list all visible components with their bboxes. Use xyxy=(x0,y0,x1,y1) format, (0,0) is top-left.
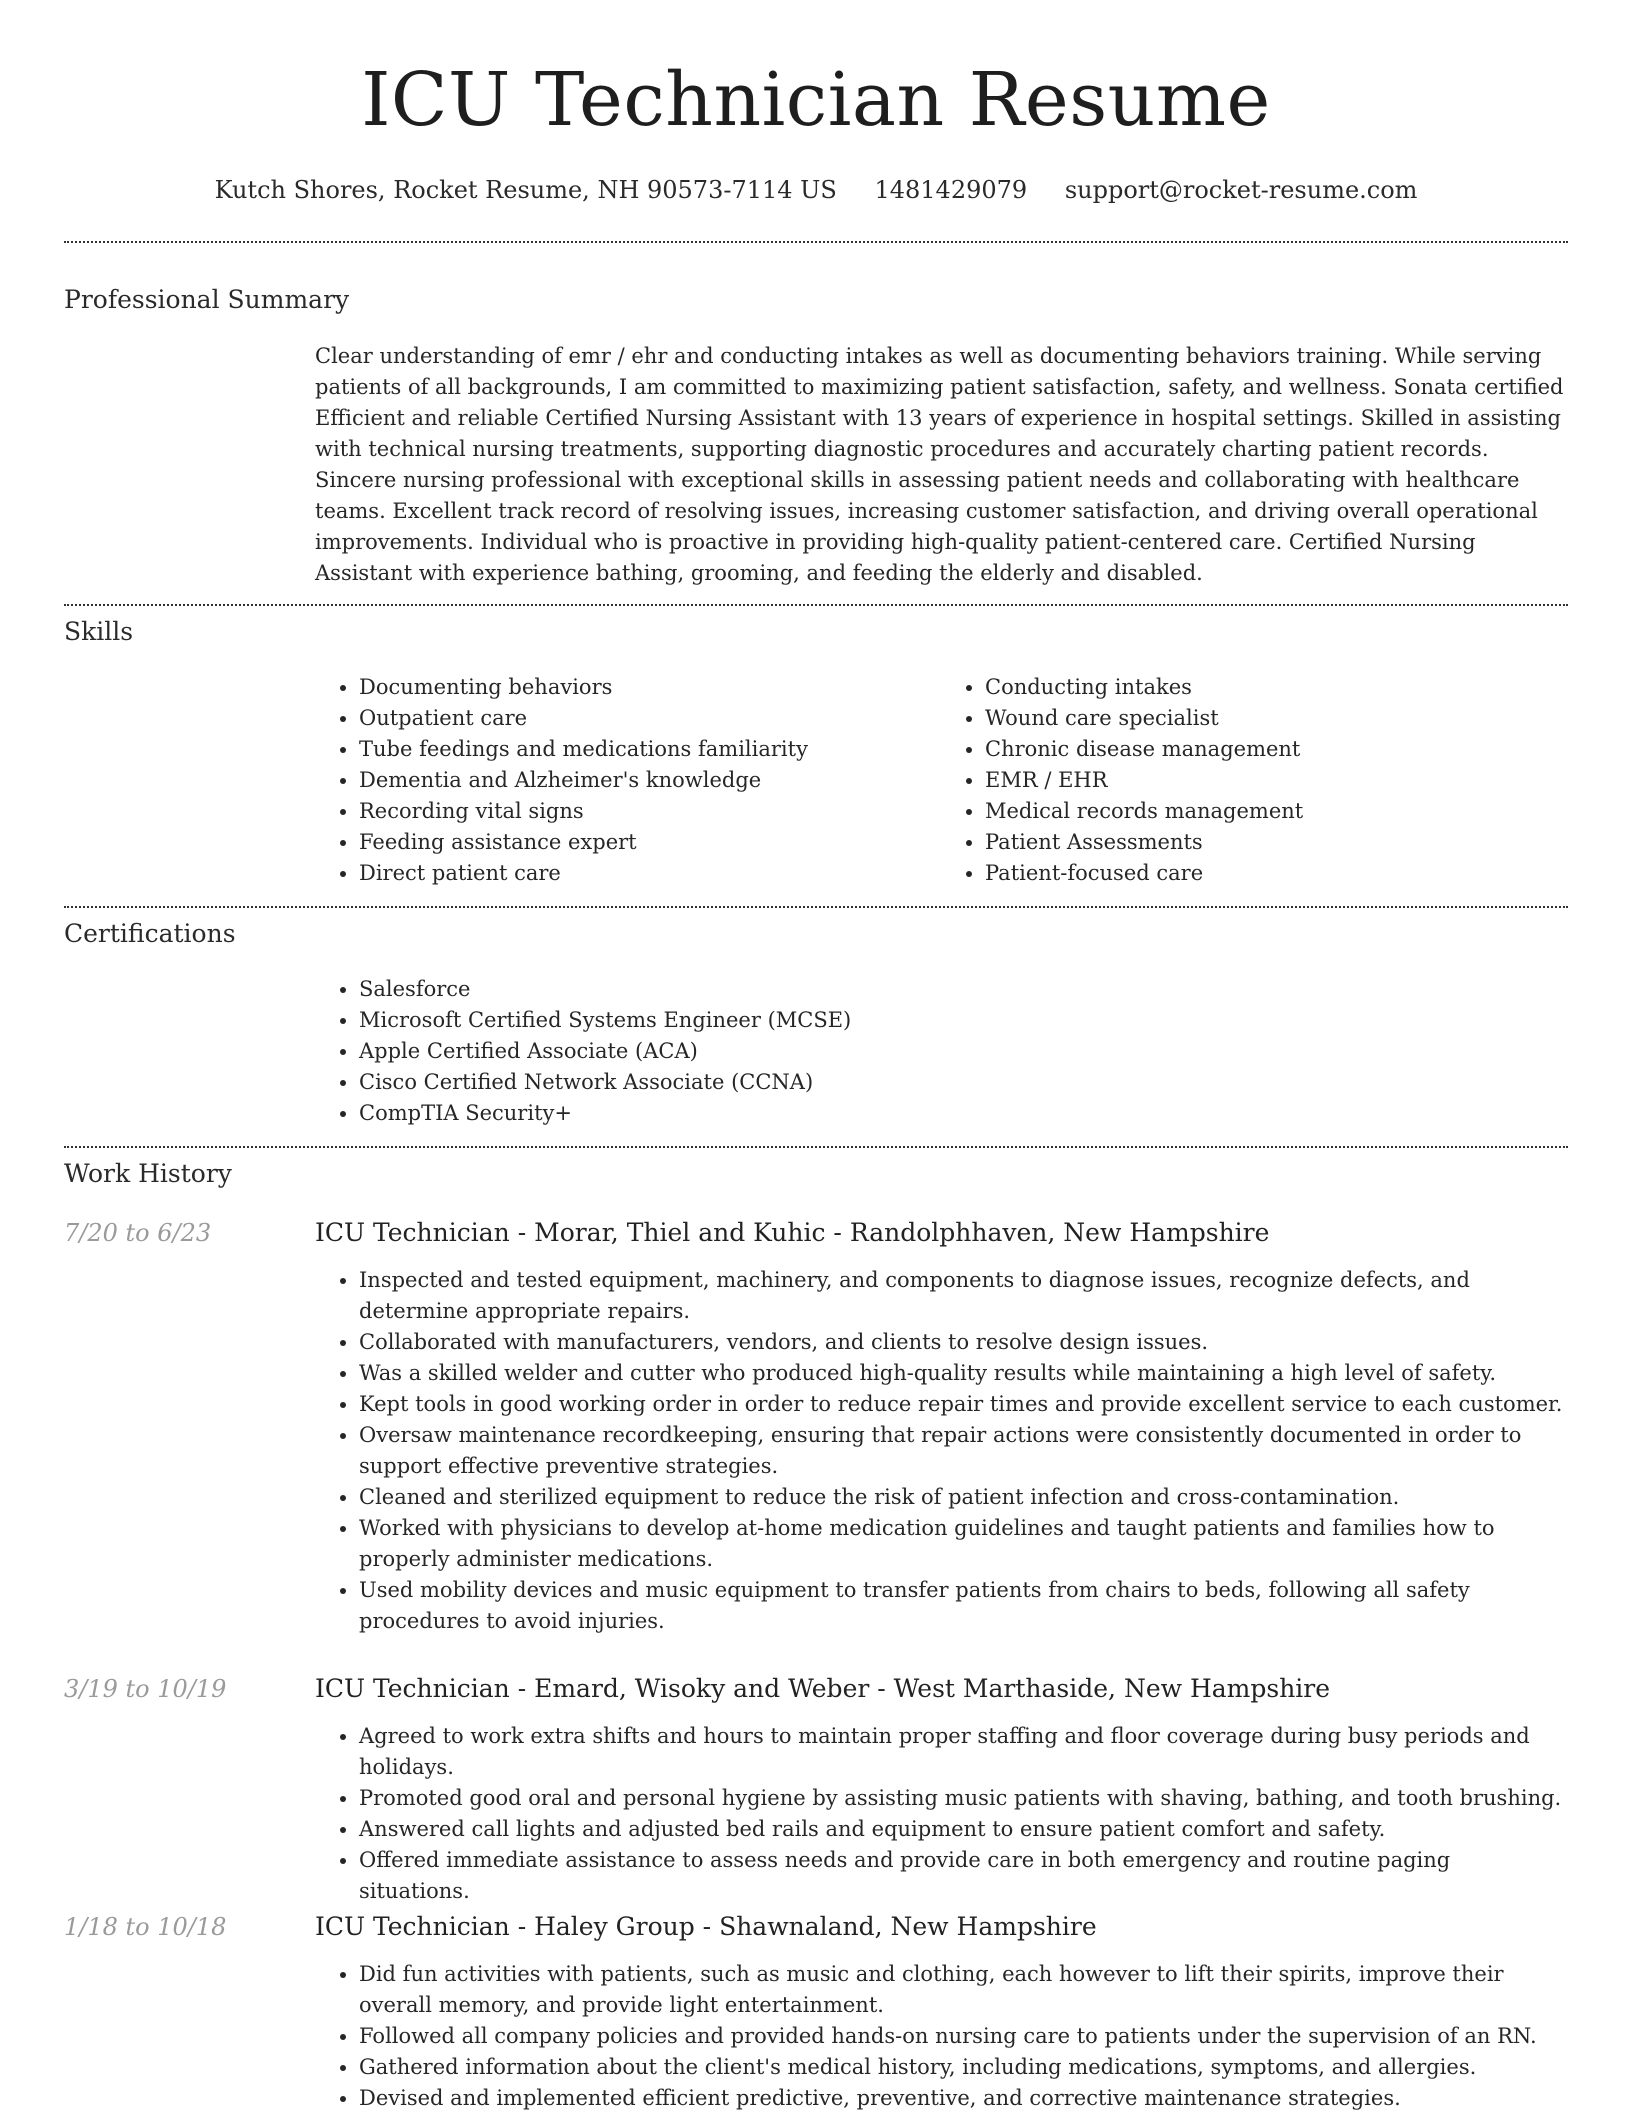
job-bullet: • Used mobility devices and music equipment to transfer patients from chairs to beds, following all safety procedures to avoid injuries. xyxy=(359,1575,1567,1637)
divider xyxy=(64,1146,1568,1148)
skill-item: • Conducting intakes xyxy=(985,672,1567,703)
skill-item: • EMR / EHR xyxy=(985,765,1567,796)
job-bullet: • Agreed to work extra shifts and hours to maintain proper staffing and floor coverage during busy periods and holidays. xyxy=(359,1721,1567,1783)
summary-block xyxy=(315,341,1567,589)
job-duties xyxy=(315,1721,1567,1907)
certification-item: • Microsoft Certified Systems Engineer (MCSE) xyxy=(359,1005,1567,1036)
job-bullet: • Inspected and tested equipment, machinery, and components to diagnose issues, recognize defects, and determine appropriate repairs. xyxy=(359,1265,1567,1327)
job-duties xyxy=(315,1959,1567,2114)
skills-column-right xyxy=(941,672,1567,889)
job-dates: 3/19 to 10/19 xyxy=(64,1675,227,1703)
certification-item: • Cisco Certified Network Associate (CCNA) xyxy=(359,1067,1567,1098)
job-bullet: • Gathered information about the client's medical history, including medications, symptoms, and allergies. xyxy=(359,2052,1567,2083)
skill-item: • Direct patient care xyxy=(359,858,941,889)
job-bullet: • Devised and implemented efficient predictive, preventive, and corrective maintenance strategies. xyxy=(359,2083,1567,2114)
skill-item: • Patient-focused care xyxy=(985,858,1567,889)
skills-column-left xyxy=(315,672,941,889)
skill-item: • Recording vital signs xyxy=(359,796,941,827)
job-bullets xyxy=(315,1959,1567,2114)
certifications-bullets xyxy=(315,974,1567,1129)
summary-text: Clear understanding of emr / ehr and conducting intakes as well as documenting behaviors training. While serving patients of all backgrounds, I am committed to maximizing patient satisfaction, safety, and wellness. Sonata certified Efficient and reliable Certified Nursing Assistant with 13 years of experience in hospital settings. Skilled in assisting with technical nursing treatments, supporting diagnostic procedures and accurately charting patient records. Sincere nursing professional with exceptional skills in assessing patient needs and collaborating with healthcare teams. Excellent track record of resolving issues, increasing customer satisfaction, and driving overall operational improvements. Individual who is proactive in providing high-quality patient-centered care. Certified Nursing Assistant with experience bathing, grooming, and feeding the elderly and disabled. xyxy=(315,344,1564,585)
skill-item: • Medical records management xyxy=(985,796,1567,827)
job-bullet: • Cleaned and sterilized equipment to reduce the risk of patient infection and cross-contamination. xyxy=(359,1482,1567,1513)
job-title: ICU Technician - Emard, Wisoky and Weber - West Marthaside, New Hampshire xyxy=(315,1674,1331,1703)
job-dates: 1/18 to 10/18 xyxy=(64,1913,227,1941)
job-bullet: • Answered call lights and adjusted bed rails and equipment to ensure patient comfort and safety. xyxy=(359,1814,1567,1845)
job-duties xyxy=(315,1265,1567,1637)
job-bullet: • Offered immediate assistance to assess needs and provide care in both emergency and routine paging situations. xyxy=(359,1845,1567,1907)
section-title-certifications: Certifications xyxy=(64,919,236,948)
job-bullet: • Promoted good oral and personal hygiene by assisting music patients with shaving, bathing, and tooth brushing. xyxy=(359,1783,1567,1814)
divider xyxy=(64,241,1568,243)
job-bullet: • Did fun activities with patients, such as music and clothing, each however to lift their spirits, improve their overall memory, and provide light entertainment. xyxy=(359,1959,1567,2021)
certifications-list xyxy=(315,974,1567,1129)
section-title-skills: Skills xyxy=(64,617,134,646)
job-bullet: • Kept tools in good working order in order to reduce repair times and provide excellent service to each customer. xyxy=(359,1389,1567,1420)
skill-item: • Patient Assessments xyxy=(985,827,1567,858)
job-dates: 7/20 to 6/23 xyxy=(64,1219,212,1247)
skill-item: • Feeding assistance expert xyxy=(359,827,941,858)
skill-item: • Dementia and Alzheimer's knowledge xyxy=(359,765,941,796)
job-bullets xyxy=(315,1721,1567,1907)
job-bullets xyxy=(315,1265,1567,1637)
skill-item: • Wound care specialist xyxy=(985,703,1567,734)
section-title-summary: Professional Summary xyxy=(64,285,350,314)
divider xyxy=(64,604,1568,606)
certification-item: • Apple Certified Associate (ACA) xyxy=(359,1036,1567,1067)
job-title: ICU Technician - Morar, Thiel and Kuhic - Randolphhaven, New Hampshire xyxy=(315,1218,1270,1247)
skill-item: • Tube feedings and medications familiarity xyxy=(359,734,941,765)
resume-title: ICU Technician Resume xyxy=(361,57,1271,143)
certification-item: • CompTIA Security+ xyxy=(359,1098,1567,1129)
job-bullet: • Oversaw maintenance recordkeeping, ensuring that repair actions were consistently documented in order to support effective preventive strategies. xyxy=(359,1420,1567,1482)
skills-list xyxy=(315,672,1567,889)
section-title-work-history: Work History xyxy=(64,1159,232,1188)
job-title: ICU Technician - Haley Group - Shawnaland, New Hampshire xyxy=(315,1912,1097,1941)
contact-address: Kutch Shores, Rocket Resume, NH 90573-7114 US xyxy=(214,176,837,204)
skill-item: • Documenting behaviors xyxy=(359,672,941,703)
job-bullet: • Was a skilled welder and cutter who produced high-quality results while maintaining a high level of safety. xyxy=(359,1358,1567,1389)
contact-email: support@rocket-resume.com xyxy=(1064,176,1418,204)
job-bullet: • Worked with physicians to develop at-home medication guidelines and taught patients and families how to properly administer medications. xyxy=(359,1513,1567,1575)
skill-item: • Chronic disease management xyxy=(985,734,1567,765)
skill-item: • Outpatient care xyxy=(359,703,941,734)
contact-phone: 1481429079 xyxy=(874,176,1028,204)
contact-line xyxy=(0,172,1632,208)
job-bullet: • Followed all company policies and provided hands-on nursing care to patients under the supervision of an RN. xyxy=(359,2021,1567,2052)
job-bullet: • Collaborated with manufacturers, vendors, and clients to resolve design issues. xyxy=(359,1327,1567,1358)
divider xyxy=(64,906,1568,908)
certification-item: • Salesforce xyxy=(359,974,1567,1005)
